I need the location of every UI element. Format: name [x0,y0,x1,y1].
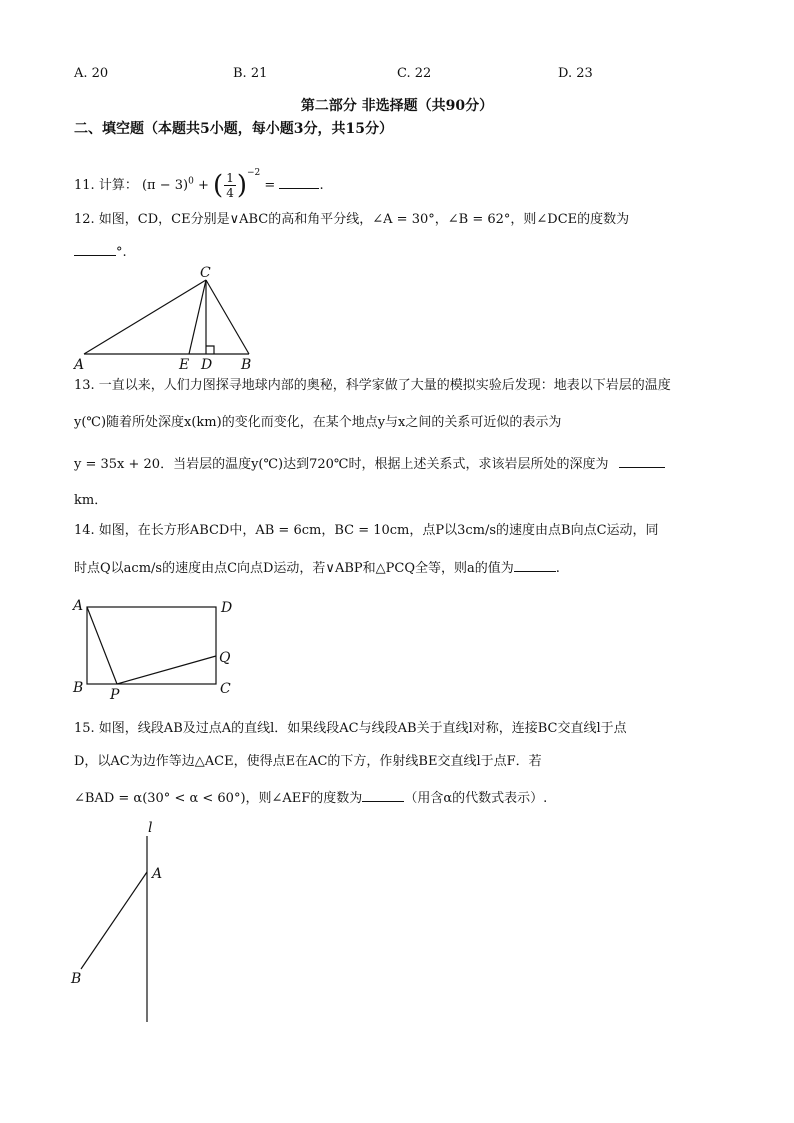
q11-number: 11. [74,178,95,193]
label-d: D [201,357,213,373]
label-b: B [71,971,82,987]
option-d: D. 23 [558,66,593,81]
q11-left-paren: ( [213,170,224,201]
q11-exp-neg2: −2 [246,168,261,178]
q13-line-3-text: y = 35x + 20．当岩层的温度y(℃)达到720℃时，根据上述关系式，求该岩层所处的深度为 [74,457,609,472]
q11-equals: = [264,178,276,193]
q13-line-2: y(℃)随着所处深度x(km)的变化而变化，在某个地点y与x之间的关系可近似的表示为 [74,415,562,430]
q14-tail: . [555,561,560,576]
part-title: 第二部分 非选择题（共90分） [300,98,494,114]
q13-line-1: 13. 一直以来，人们力图探寻地球内部的奥秘，科学家做了大量的模拟实验后发现：地表以下岩层的温度 [74,378,671,393]
label-a: A [152,866,163,882]
q11-prompt: 计算： [98,178,138,193]
label-b: B [241,357,252,373]
q14-line-2-text: 时点Q以acm/s的速度由点C向点D运动，若∨ABP和△PCQ全等，则a的值为 [74,561,514,576]
q11-plus: + [197,178,209,193]
q15-tail: （用含α的代数式表示）. [404,791,548,806]
option-b: B. 21 [233,66,268,81]
label-a: A [73,598,84,614]
label-d: D [221,600,233,616]
q12-line-1: 12. 如图，CD，CE分别是∨ABC的高和角平分线，∠A = 30°，∠B = 62°，则∠DCE的度数为 [74,212,630,227]
label-e: E [179,357,190,373]
label-a: A [74,357,85,373]
option-a: A. 20 [74,66,109,81]
q11-right-paren: ) [236,170,247,201]
label-c: C [200,265,211,281]
segment-ab [81,872,147,969]
q12-tail: °. [116,245,127,260]
q15-line-1: 15. 如图，线段AB及过点A的直线l．如果线段AC与线段AB关于直线l对称，连接BC交直线l于点 [74,721,627,736]
q11-frac-den: 4 [226,186,234,200]
q11-exp-zero: 0 [188,176,194,187]
q11-frac-num: 1 [226,171,234,185]
q11-pi-term: (π − 3) [141,178,189,193]
label-p: P [110,687,120,703]
q11-tail: . [319,178,324,193]
q15-line-3-text: ∠BAD = α(30° < α < 60°)，则∠AEF的度数为 [74,791,363,806]
q14-line-1: 14. 如图，在长方形ABCD中，AB = 6cm，BC = 10cm，点P以3cm/s的速度由点B向点C运动，同 [74,523,659,538]
q15-line-2: D，以AC为边作等边△ACE，使得点E在AC的下方，作射线BE交直线l于点F．若 [74,754,542,769]
label-q: Q [219,650,231,666]
label-l: l [148,820,153,836]
option-c: C. 22 [397,66,432,81]
q13-line-4: km． [74,493,108,508]
label-c: C [220,681,231,697]
label-b: B [73,680,84,696]
section-heading: 二、填空题（本题共5小题，每小题3分，共15分） [74,121,393,137]
